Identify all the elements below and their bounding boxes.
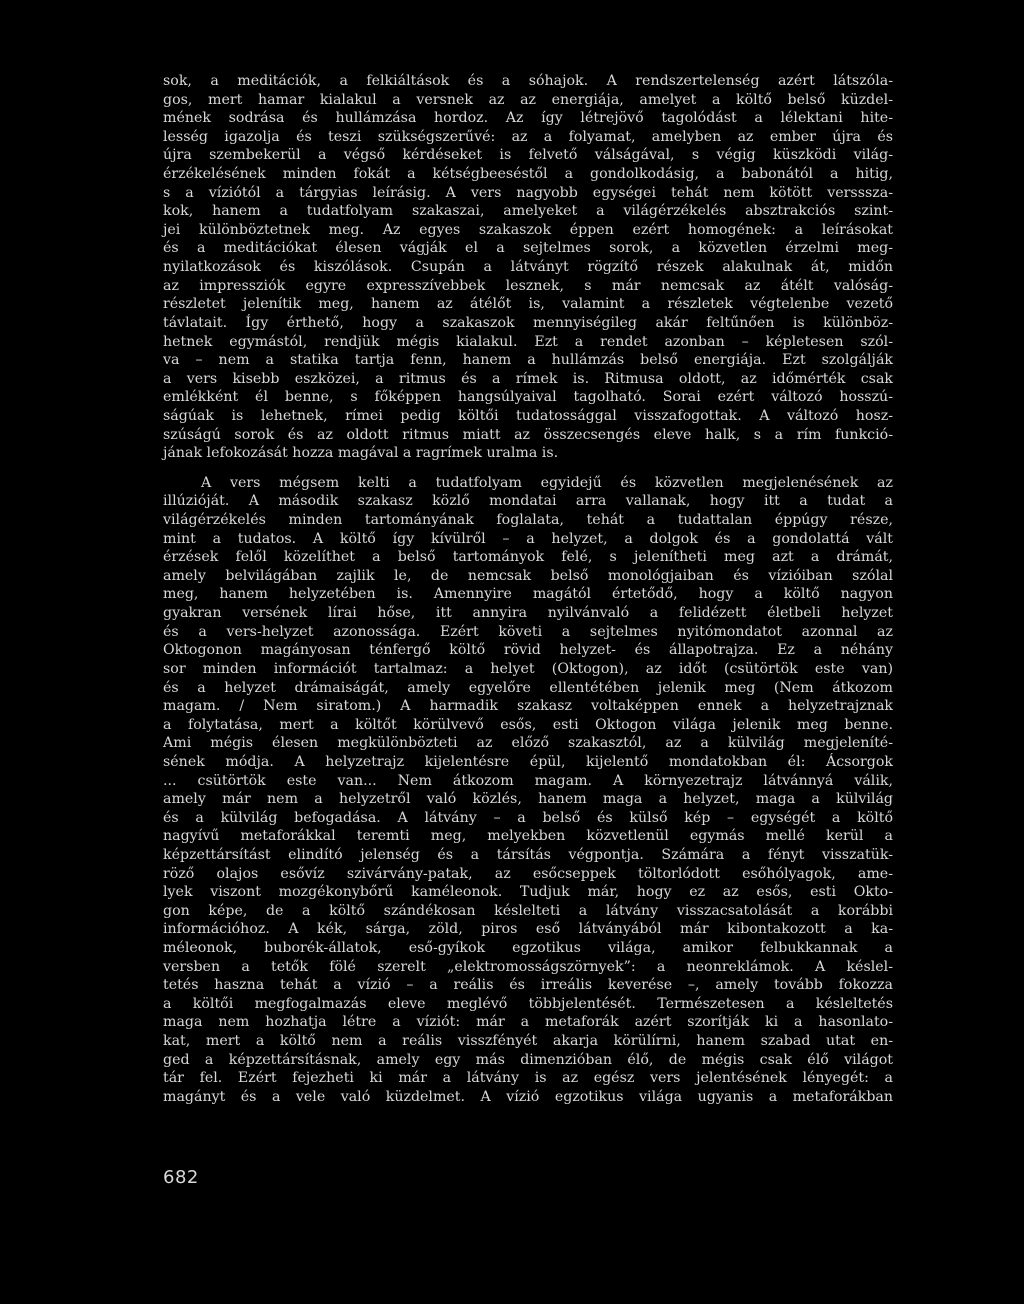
text-line: magányt és a vele való küzdelmet. A vízió egzotikus világa ugyanis a metaforákban xyxy=(163,1088,893,1105)
text-line: amely belvilágában zajlik le, de nemcsak belső monológjaiban és vízióiban szólal xyxy=(163,567,893,584)
text-line: gon képe, de a költő szándékosan késlelteti a látvány visszacsatolását a korábbi xyxy=(163,902,893,919)
text-line: röző olajos esővíz szivárvány-patak, az esőcseppek töltorlódott esőhólyagok, ame- xyxy=(163,865,893,882)
text-line: érzések felől közelíthet a belső tartományok felé, s jelenítheti meg azt a drámát, xyxy=(163,549,893,566)
paragraph xyxy=(163,72,893,463)
body-text xyxy=(163,72,893,1107)
text-line: mének sodrása és hullámzása hordoz. Az így létrejövő tagolódást a lélektani hite- xyxy=(163,110,893,127)
text-line: távlatait. Így érthető, hogy a szakaszok mennyiségileg akár feltűnően is különböz- xyxy=(163,314,893,331)
text-line: versben a tetők fölé szerelt „elektromosságszörnyek”: a neonreklámok. A késlel- xyxy=(163,958,893,975)
text-line: a folytatása, mert a költőt körülvevő esős, esti Oktogon világa jelenik meg benne. xyxy=(163,716,893,733)
text-line: tetés haszna tehát a vízió – a reális és irreális keverése –, amely tovább fokozza xyxy=(163,977,893,994)
text-line: az impressziók egyre expresszívebbek lesznek, s már nemcsak az átélt valóság- xyxy=(163,277,893,294)
text-line: jei különböztetnek meg. Az egyes szakaszok éppen ezért homogének: a leírásokat xyxy=(163,221,893,238)
text-line: a költői megfogalmazás eleve meglévő többjelentését. Természetesen a késleltetés xyxy=(163,995,893,1012)
text-line: és a helyzet drámaiságát, amely egyelőre ellentétében jelenik meg (Nem átkozom xyxy=(163,679,893,696)
text-line: Ami mégis élesen megkülönbözteti az előző szakasztól, az a külvilág megjeleníté- xyxy=(163,735,893,752)
text-line: jának lefokozását hozza magával a ragrímek uralma is. xyxy=(163,445,559,462)
text-line: ságúak is lehetnek, rímei pedig költői tudatossággal visszafogottak. A változó hosz- xyxy=(163,407,893,424)
text-line: kok, hanem a tudatfolyam szakaszai, amelyeket a világérzékelés absztrakciós szint- xyxy=(163,203,893,220)
text-line: s a víziótól a tárgyias leírásig. A vers nagyobb egységei tehát nem kötött versssza- xyxy=(163,184,893,201)
text-line: részletet jelenítik meg, hanem az átélőt is, valamint a részletek végtelenbe vezető xyxy=(163,296,893,313)
text-line: újra szembekerül a végső kérdéseket is felvető válságával, s végig küszködi világ- xyxy=(163,147,893,164)
text-line: illúzióját. A második szakasz közlő mondatai arra vallanak, hogy itt a tudat a xyxy=(163,493,893,510)
text-line: meg, hanem helyzetében is. Amennyire magától értetődő, hogy a költő nagyon xyxy=(163,586,893,603)
text-line: maga nem hozhatja létre a víziót: már a metaforák azért szorítják ki a hasonlato- xyxy=(163,1014,893,1031)
text-line: nyilatkozások és kiszólások. Csupán a látványt rögzítő részek alakulnak át, midőn xyxy=(163,259,893,276)
text-line: lesség igazolja és teszi szükségszerűvé: az a folyamat, amelyben az ember újra és xyxy=(163,128,893,145)
page-number: 682 xyxy=(163,1167,199,1188)
paragraph xyxy=(163,474,893,1107)
text-line: gos, mert hamar kialakul a versnek az az energiája, amelyet a költő belső küzdel- xyxy=(163,91,893,108)
text-line: a vers kisebb eszközei, a ritmus és a rímek is. Ritmusa oldott, az időmérték csak xyxy=(163,370,893,387)
text-line: sének módja. A helyzetrajz kijelentésre épül, kijelentő mondatokban él: Ácsorgok xyxy=(163,753,893,770)
text-line: méleonok, buborék-állatok, eső-gyíkok egzotikus világa, amikor felbukkannak a xyxy=(163,940,893,957)
text-line: A vers mégsem kelti a tudatfolyam egyidejű és közvetlen megjelenésének az xyxy=(201,474,893,491)
text-line: hetnek egymástól, rendjük mégis kialakul. Ezt a rendet azonban – képletesen szól- xyxy=(163,333,893,350)
text-line: nagyívű metaforákkal teremti meg, melyekben közvetlenül egymás mellé kerül a xyxy=(163,828,893,845)
text-line: szúságú sorok és az oldott ritmus miatt az összecsengés eleve halk, s a rím funkció- xyxy=(163,426,893,443)
text-line: sok, a meditációk, a felkiáltások és a sóhajok. A rendszertelenség azért látszóla- xyxy=(163,73,893,89)
text-line: képzettársítást elindító jelenség és a társítás végpontja. Számára a fényt visszatük- xyxy=(163,846,893,863)
text-line: gyakran versének lírai hőse, itt annyira nyilvánvaló a felidézett életbeli helyzet xyxy=(163,605,893,622)
text-line: tár fel. Ezért fejezheti ki már a látvány is az egész vers jelentésének lényegét: a xyxy=(163,1070,893,1087)
text-line: ... csütörtök este van... Nem átkozom magam. A környezetrajz látvánnyá válik, xyxy=(163,772,893,789)
text-line: ged a képzettársításnak, amely egy más dimenzióban élő, de mégis csak élő világot xyxy=(163,1051,893,1068)
text-line: emlékként él benne, s főképpen hangsúlyaival tagolható. Sorai ezért változó hosszú- xyxy=(163,389,893,406)
text-line: világérzékelés minden tartományának foglalata, tehát a tudattalan éppúgy része, xyxy=(163,512,893,529)
text-line: amely már nem a helyzetről való közlés, hanem maga a helyzet, maga a külvilág xyxy=(163,791,893,808)
text-line: információhoz. A kék, sárga, zöld, piros eső látványából már kibontakozott a ka- xyxy=(163,921,893,938)
text-line: érzékelésének minden fokát a kétségbeeséstől a gondolkodásig, a babonától a hitig, xyxy=(163,166,893,183)
text-line: sor minden információt tartalmaz: a helyet (Oktogon), az időt (csütörtök este van) xyxy=(163,660,893,677)
text-line: Oktogonon magányosan ténfergő költő rövid helyzet- és állapotrajza. Ez a néhány xyxy=(163,642,893,659)
text-line: mint a tudatos. A költő így kívülről – a helyzet, a dolgok és a gondolattá vált xyxy=(163,530,893,547)
text-line: lyek viszont mozgékonybőrű kaméleonok. Tudjuk már, hogy ez az esős, esti Okto- xyxy=(163,884,893,901)
text-line: és a meditációkat élesen vágják el a sejtelmes sorok, a közvetlen érzelmi meg- xyxy=(163,240,893,257)
text-line: va – nem a statika tartja fenn, hanem a hullámzás belső energiája. Ezt szolgálják xyxy=(163,352,893,369)
text-line: és a vers-helyzet azonossága. Ezért követi a sejtelmes nyitómondatot azonnal az xyxy=(163,623,893,640)
text-line: kat, mert a költő nem a reális visszfényét akarja körülírni, hanem szabad utat en- xyxy=(163,1033,893,1050)
text-line: és a külvilág befogadása. A látvány – a belső és külső kép – egységét a költő xyxy=(163,809,893,826)
text-line: magam. / Nem siratom.) A harmadik szakasz voltaképpen ennek a helyzetrajznak xyxy=(163,698,893,715)
